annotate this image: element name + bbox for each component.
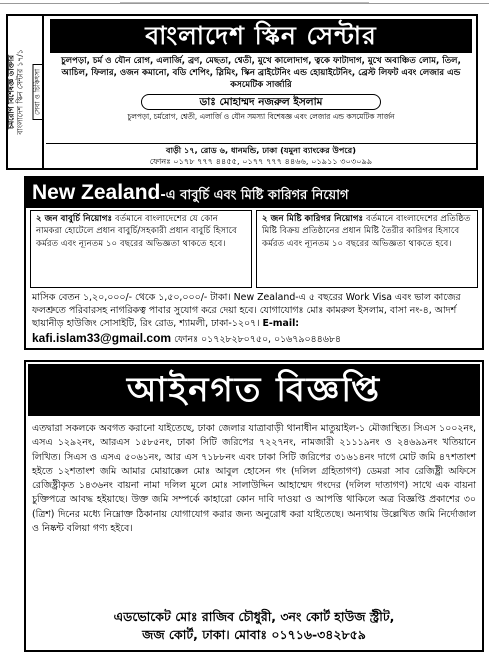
signature-line-1: এডভোকেট মোঃ রাজিব চৌধুরী, ৩নং কোর্ট হাউজ স্ট্রীট,: [113, 609, 395, 624]
legal-notice-signature: [26, 608, 482, 644]
cook-heading: ২ জন বাবুর্চি নিয়োগঃ: [36, 214, 113, 224]
sweet-maker-description: বর্তমানে বাংলাদেশের প্রতিষ্ঠিত মিষ্টি বিক্রয় প্রতিষ্ঠানের প্রধান মিষ্টি তৈরীর কারিগর হিসাবে কর্মরত এবং ন্যূনতম ১০ বছরের অভিজ্ঞতা থাকতে হবে।: [262, 214, 471, 249]
ad2-title-country: New Zealand: [32, 181, 161, 204]
contact-email[interactable]: kafi.islam33@gmail.com: [32, 331, 172, 345]
side-strip-line1: চর্মরোগ বিশেষজ্ঞ ডাক্তার: [6, 54, 16, 130]
sweet-maker-recruitment-box: [256, 210, 478, 288]
ad1-side-strip: [8, 16, 44, 168]
email-label: E-mail:: [262, 318, 300, 329]
cook-recruitment-box: [30, 210, 252, 288]
signature-line-2: জজ কোর্ট, ঢাকা। মোবাঃ ০১৭১৬-৩৪২৮৫৯: [142, 627, 366, 642]
ad2-details: [32, 291, 476, 346]
legal-notice-ad: [24, 360, 484, 652]
ad1-footer: [46, 143, 476, 168]
cook-description: বর্তমানে বাংলাদেশের যে কোন নামকরা হোটেলে প্রধান বাবুর্চি/সহকারী প্রধান বাবুর্চি হিসাবে কর্মরত এবং ন্যূনতম ১০ বছরের অভিজ্ঞতা থাকতে হবে।: [36, 214, 237, 249]
ad1-phone: ফোনঃ ০১৭৮ ৭৭৭ ৪৪৫৫, ০১৭৭ ৭৭৭ ৪৪৬৬, ০১৯১১ ৩০৩০৯৯: [149, 156, 373, 166]
ad3-title-banner: আইনগত বিজ্ঞপ্তি: [28, 364, 480, 416]
legal-notice-body: এতদ্বারা সকলকে অবগত করানো যাইতেছে, ঢাকা জেলার যাত্রাবাড়ী থানাধীন মাতুয়াইল-১ মৌজাস্থিত। সিএস ১০০২নং, এসএ ১২৯২নং, আরএস ১৫৮৫নং, ঢাকা সিটি জরিপের ৭২২৭নং, নামজারী ২১১১৯নং ও ২৪৬৯৯নং খতিয়ানে লিখিত। সিএস ও এসএ ৫০৬১নং, আর এস ৭১৮৮নং এবং ঢাকা সিটি জরিপের ৩১৬১৪নং দাগে মোট জমি ৪৭শতাংশ হইতে ১২শতাংশ জমি আমার মোয়াক্কেল মোঃ আবুল হোসেন গং (দলিল গ্রহিতাগণ) ডেমরা সাব রেজিষ্ট্রী অফিসে রেজিষ্ট্রীকৃত ১৪৩৬নং বায়না নামা দলিল মূলে মোঃ সালাউদ্দিন আহাম্মেদ গংদের (দলিল দাতাগণ) সাথে এক বায়না চুক্তিপত্রে আবদ্ধ হইয়াছে। উক্ত জমি সম্পর্কে কাহারো কোন দাবি দাওয়া ও আপত্তি থাকিলে অত্র বিজ্ঞপ্তি প্রকাশের ৩০ (ত্রিশ) দিনের মধ্যে নিম্নোক্ত ঠিকানায় যোগাযোগ করার জন্য অনুরোধ করা যাইতেছে। অন্যথায় উল্লেখিত জমি নির্দোজাল ও নিষ্কন্ট বলিয়া গণ্য হইবে।: [32, 423, 476, 535]
sweet-maker-heading: ২ জন মিষ্টি কারিগর নিয়োগঃ: [262, 214, 364, 224]
doctor-qualification: চুলপড়া, চর্মরোগ, শ্বেতী, এলার্জি ও যৌন সমস্যা বিশেষজ্ঞ এবং লেজার এন্ড কসমেটিক সার্জন: [127, 112, 395, 121]
ad1-services-list: চুলপড়া, চর্ম ও যৌন রোগ, এলার্জি, ব্রণ, মেছতা, শ্বেতী, মুখে কালোদাগ, ত্বকে ফাটাদাগ, মুখে অবাঞ্চিত লোম, তিল, আচিল, ফিলার, ওজন কমানো, বডি শেপিং, স্লিমিং, স্কিন ব্রাইটেনিং এন্ড হোয়াইটেনিং, ব্রেস্ট লিফট এবং লেজার এন্ড কসমেটিক সার্জারি: [61, 56, 461, 90]
ad2-columns: [30, 210, 478, 288]
skin-center-ad: [6, 14, 478, 170]
ad1-main: [46, 16, 476, 168]
ad1-title-banner: বাংলাদেশ স্কিন সেন্টার: [50, 19, 472, 53]
doctor-name-box: ডাঃ মোহাম্মদ নজরুল ইসলাম: [141, 94, 381, 110]
side-strip-badge: সেবা ও চিকিৎসা: [33, 64, 44, 120]
top-fold-line: [0, 0, 489, 4]
ad2-title-banner: [26, 178, 482, 208]
ad1-address: বাড়ী ১৭, রোড ৬, ধানমন্ডি, ঢাকা (যমুনা ব্যাংকের উপরে): [166, 145, 356, 155]
side-strip-line2: বাংলাদেশ স্কিন সেন্টার ১৭/১: [15, 49, 25, 135]
ad2-phone: ফোনঃ ০১৭২৮২৮০৭৫০, ০১৬৭৯০৪৪৬৮৪: [174, 334, 341, 345]
new-zealand-recruitment-ad: [24, 176, 484, 350]
salary-contact-text: মাসিক বেতন ১,২০,০০০/- থেকে ১,৫০,০০০/- টাকা। New Zealand-এ ৫ বছরের Work Visa এবং ভাল কাজের ফলশ্রুতে পরিবারসহ নাগরিকত্ব পাবার সুযোগ করে দেয়া হবে। যোগাযোগঃ মোঃ কামরুল ইসলাম, বাসা নং-৪, আদর্শ ছায়ানীড় হাউজিং সোসাইটি, রিং রোড, শ্যামলী, ঢাকা-১২০৭।: [32, 292, 461, 329]
ad2-title-text: -এ বাবুর্চি এবং মিষ্টি কারিগর নিয়োগ: [160, 188, 349, 203]
